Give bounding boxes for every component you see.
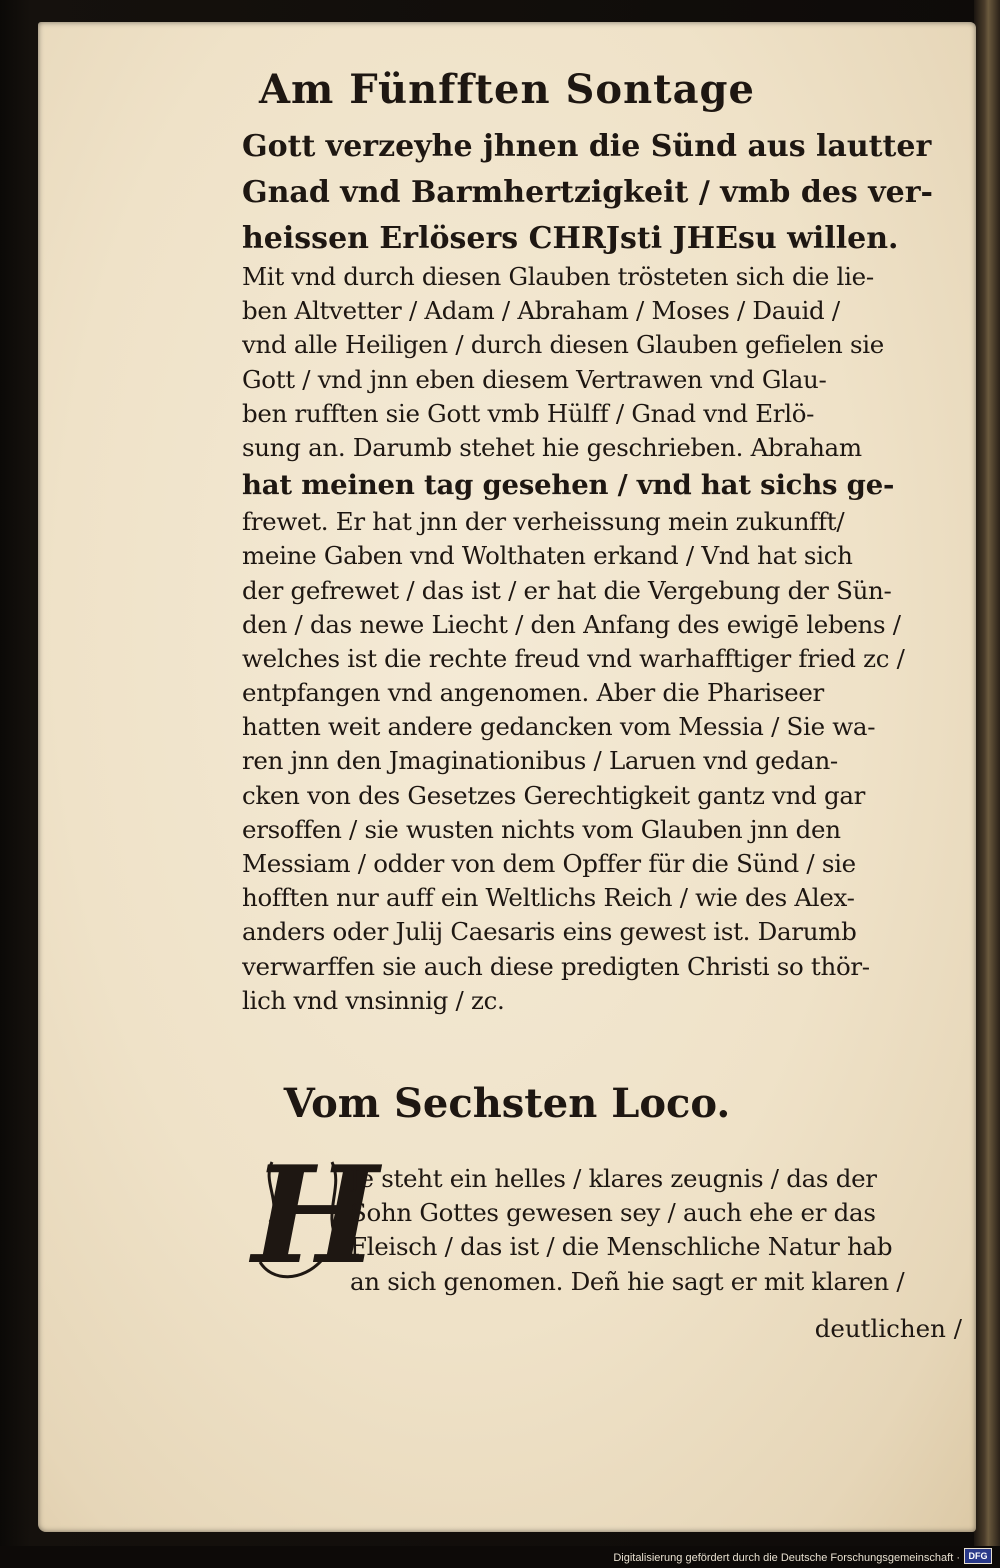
text-line: Gott verzeyhe jhnen die Sünd aus lautter xyxy=(242,129,932,164)
funding-note: Digitalisierung gefördert durch die Deutsche Forschungsgemeinschaft · xyxy=(613,1552,960,1564)
text-line: ben rufften sie Gott vmb Hülff / Gnad vnd Erlö- xyxy=(242,398,815,428)
text-line: Gnad vnd Barmhertzigkeit / vmb des ver- xyxy=(242,175,934,210)
text-line: Je steht ein helles / klares zeugnis / das der xyxy=(350,1164,877,1193)
text-line: heissen Erlösers CHRJsti JHEsu willen. xyxy=(242,221,899,256)
text-line: welches ist die rechte freud vnd warhafftiger fried zc / xyxy=(242,643,905,673)
text-line: ersoffen / sie wusten nichts vom Glauben jnn den xyxy=(242,814,841,844)
text-line: Fleisch / das ist / die Menschliche Natur hab xyxy=(350,1232,893,1262)
text-line: meine Gaben vnd Wolthaten erkand / Vnd hat sich xyxy=(242,541,853,571)
emphasized-passage xyxy=(242,124,962,262)
text-line: ben Altvetter / Adam / Abraham / Moses / Dauid / xyxy=(242,296,840,326)
text-line: verwarffen sie auch diese predigten Christi so thör- xyxy=(242,951,870,981)
text-line: vnd alle Heiligen / durch diesen Glauben gefielen sie xyxy=(242,330,884,360)
text-line: den / das newe Liecht / den Anfang des ewigē lebens / xyxy=(242,609,901,639)
text-line: Mit vnd durch diesen Glauben trösteten sich die lie- xyxy=(242,262,874,291)
text-line: hofften nur auff ein Weltlichs Reich / wie des Alex- xyxy=(242,883,855,913)
text-line: lich vnd vnsinnig / zc. xyxy=(242,985,505,1015)
section-paragraph xyxy=(350,1162,962,1299)
running-head: Am Fünfften Sontage xyxy=(259,66,755,113)
text-line: anders oder Julij Caesaris eins gewest ist. Darumb xyxy=(242,917,857,947)
text-line: ren jnn den Jmaginationibus / Laruen vnd gedan- xyxy=(242,746,838,776)
text-line: Gott / vnd jnn eben diesem Vertrawen vnd Glau- xyxy=(242,364,827,394)
body-paragraph xyxy=(242,260,962,1018)
book-binding-edge xyxy=(974,0,1000,1568)
digitization-footer xyxy=(0,1546,1000,1568)
text-line: der gefrewet / das ist / er hat die Vergebung der Sün- xyxy=(242,575,892,605)
text-line: entpfangen vnd angenomen. Aber die Phariseer xyxy=(242,678,824,708)
text-line: an sich genomen. Deñ hie sagt er mit klaren / xyxy=(350,1266,905,1296)
text-line: cken von des Gesetzes Gerechtigkeit gantz vnd gar xyxy=(242,780,866,810)
text-line: Messiam / odder von dem Opffer für die Sünd / sie xyxy=(242,849,856,878)
book-page xyxy=(38,22,976,1532)
text-line: frewet. Er hat jnn der verheissung mein zukunfft/ xyxy=(242,507,845,537)
text-line: hatten weit andere gedancken vom Messia / Sie wa- xyxy=(242,712,876,742)
text-line: Sohn Gottes gewesen sey / auch ehe er das xyxy=(350,1198,876,1228)
drop-cap-initial: H xyxy=(252,1136,379,1294)
dfg-logo: DFG xyxy=(964,1548,992,1564)
catchword: deutlichen / xyxy=(814,1314,962,1343)
section-heading: Vom Sechsten Loco. xyxy=(283,1080,731,1127)
text-line: sung an. Darumb stehet hie geschrieben. Abraham xyxy=(242,432,862,462)
text-line-emphasized: hat meinen tag gesehen / vnd hat sichs ge- xyxy=(242,469,895,502)
